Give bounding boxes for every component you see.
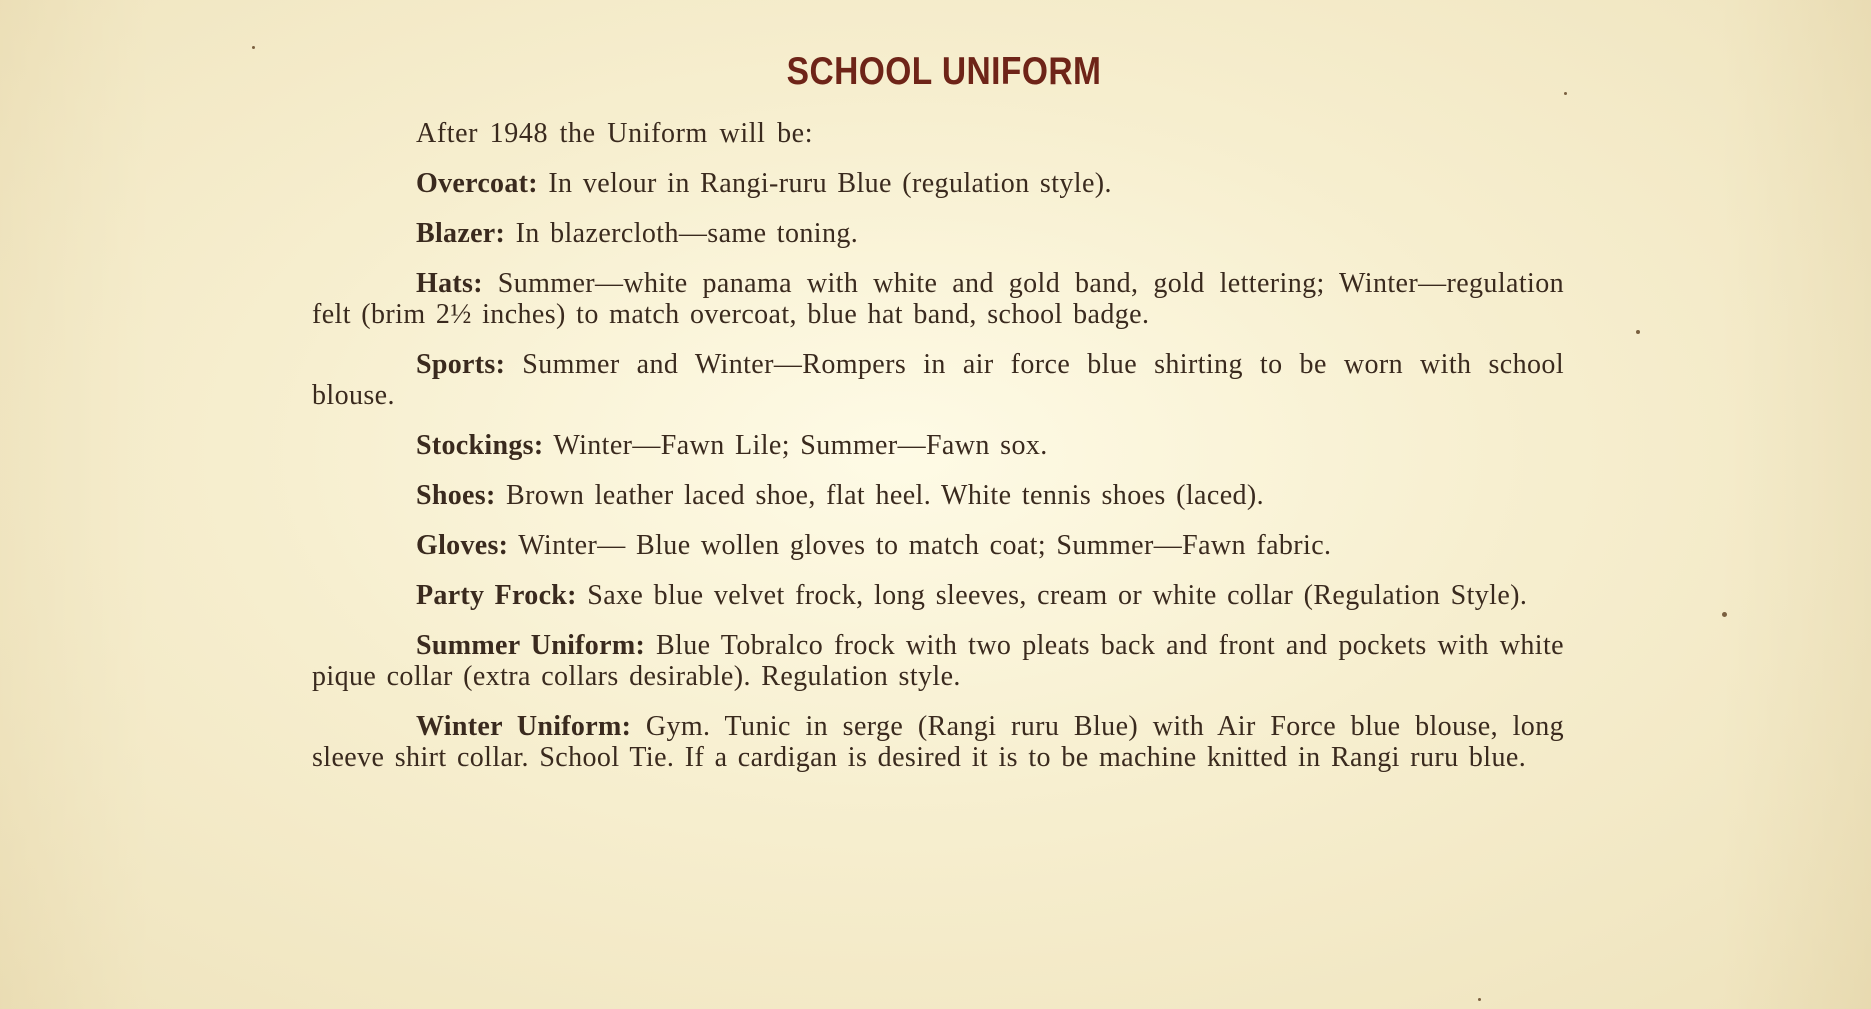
uniform-item-sports: [312, 349, 1564, 411]
paper-speck: [1564, 92, 1567, 95]
item-term: Sports:: [416, 349, 506, 380]
paper-speck: [1636, 330, 1640, 334]
item-term: Stockings:: [416, 430, 544, 461]
paper-speck: [1722, 612, 1727, 617]
item-text: Gym. Tunic in serge (Rangi ruru Blue) with Air Force blue blouse, long sleeve shirt collar. School Tie. If a cardigan is desired it is to be machine knitted in Rangi ruru blue.: [312, 711, 1564, 773]
item-text: Saxe blue velvet frock, long sleeves, cream or white collar (Regulation Style).: [587, 580, 1528, 611]
item-text: Summer and Winter—Rompers in air force blue shirting to be worn with school blouse.: [312, 349, 1564, 411]
item-term: Gloves:: [416, 530, 509, 561]
uniform-item-hats: [312, 268, 1564, 330]
item-term: Winter Uniform:: [416, 711, 632, 742]
paper-speck: [1478, 998, 1481, 1001]
item-text: Winter—Fawn Lile; Summer—Fawn sox.: [553, 430, 1048, 461]
uniform-item-party-frock: [312, 580, 1564, 611]
item-term: Hats:: [416, 268, 483, 299]
item-term: Summer Uniform:: [416, 630, 646, 661]
document-body: [312, 50, 1564, 792]
item-text: Winter— Blue wollen gloves to match coat; Summer—Fawn fabric.: [518, 530, 1332, 561]
item-text: Brown leather laced shoe, flat heel. White tennis shoes (laced).: [506, 480, 1265, 511]
page-title: SCHOOL UNIFORM: [786, 50, 1102, 93]
uniform-item-blazer: [312, 218, 1564, 249]
uniform-item-gloves: [312, 530, 1564, 561]
item-text: In velour in Rangi-ruru Blue (regulation style).: [548, 168, 1112, 199]
uniform-item-winter-uniform: [312, 711, 1564, 773]
item-term: Overcoat:: [416, 168, 538, 199]
paper-speck: [252, 46, 255, 49]
item-term: Shoes:: [416, 480, 496, 511]
item-term: Party Frock:: [416, 580, 577, 611]
uniform-item-shoes: [312, 480, 1564, 511]
intro-line: After 1948 the Uniform will be:: [416, 118, 814, 149]
item-text: Summer—white panama with white and gold band, gold lettering; Winter—regulation felt (brim 2½ inches) to match overcoat, blue hat band, school badge.: [312, 268, 1564, 330]
uniform-item-summer-uniform: [312, 630, 1564, 692]
item-text: In blazercloth—same toning.: [515, 218, 859, 249]
uniform-item-overcoat: [312, 168, 1564, 199]
item-text: Blue Tobralco frock with two pleats back and front and pockets with white pique collar (extra collars desirable). Regulation style.: [312, 630, 1564, 692]
item-term: Blazer:: [416, 218, 506, 249]
uniform-item-stockings: [312, 430, 1564, 461]
